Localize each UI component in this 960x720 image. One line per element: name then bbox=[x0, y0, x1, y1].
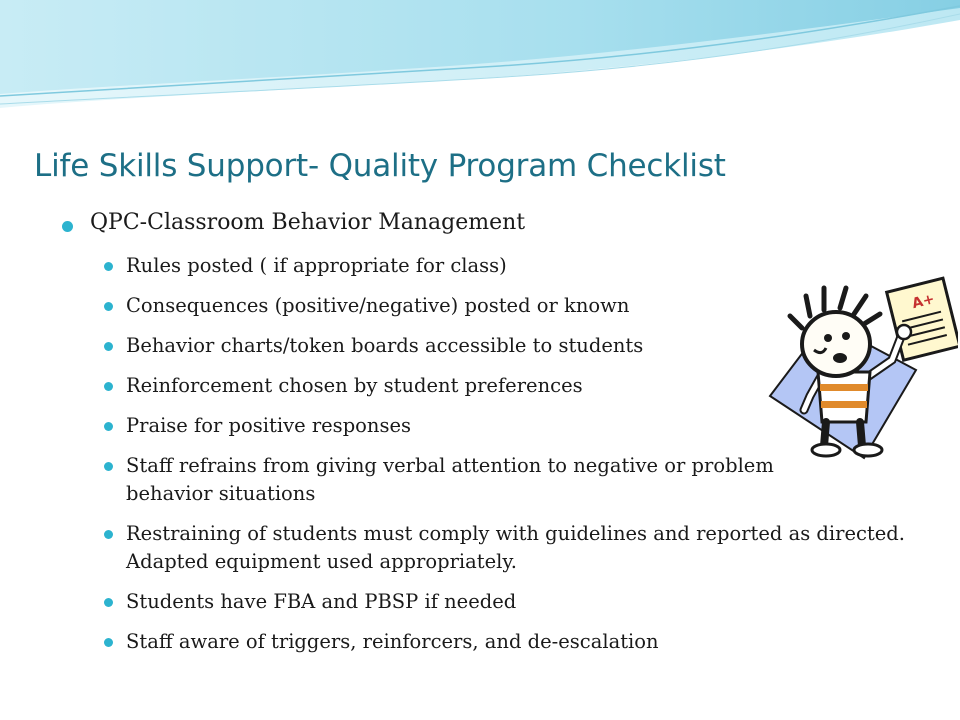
bullet-dot bbox=[104, 598, 113, 607]
bullet-dot bbox=[104, 462, 113, 471]
bullet-dot bbox=[104, 342, 113, 351]
bullet-dot bbox=[104, 530, 113, 539]
checklist-item-text: Staff aware of triggers, reinforcers, and de-escalation bbox=[126, 630, 659, 653]
bullet-dot bbox=[104, 638, 113, 647]
checklist-item bbox=[104, 332, 786, 360]
checklist-item-text: Restraining of students must comply with guidelines and reported as directed. Adapted equipment used appropriately. bbox=[126, 522, 905, 573]
header-wave-decoration bbox=[0, 0, 960, 120]
bullet-dot bbox=[104, 302, 113, 311]
checklist-item bbox=[104, 520, 906, 576]
checklist-item bbox=[104, 588, 906, 616]
student-a-plus-clipart bbox=[766, 270, 958, 462]
main-bullet-text: QPC-Classroom Behavior Management bbox=[90, 210, 526, 235]
checklist-item-text: Staff refrains from giving verbal attention to negative or problem behavior situations bbox=[126, 454, 774, 505]
checklist-item-text: Reinforcement chosen by student preferences bbox=[126, 374, 583, 397]
checklist-item bbox=[104, 628, 906, 656]
checklist-item bbox=[104, 452, 826, 508]
bullet-dot bbox=[104, 382, 113, 391]
checklist-item bbox=[104, 372, 786, 400]
checklist-item bbox=[104, 412, 786, 440]
bullet-dot bbox=[104, 262, 113, 271]
grade-text: A+ bbox=[910, 291, 937, 313]
checklist-item-text: Consequences (positive/negative) posted or known bbox=[126, 294, 630, 317]
checklist-item-text: Behavior charts/token boards accessible to students bbox=[126, 334, 644, 357]
checklist-item-text: Students have FBA and PBSP if needed bbox=[126, 590, 517, 613]
checklist-item bbox=[104, 252, 766, 280]
bullet-dot bbox=[62, 221, 73, 232]
checklist-item bbox=[104, 292, 766, 320]
bullet-dot bbox=[104, 422, 113, 431]
checklist-item-text: Rules posted ( if appropriate for class) bbox=[126, 254, 507, 277]
slide-title: Life Skills Support- Quality Program Checklist bbox=[34, 148, 726, 184]
checklist-item-text: Praise for positive responses bbox=[126, 414, 412, 437]
